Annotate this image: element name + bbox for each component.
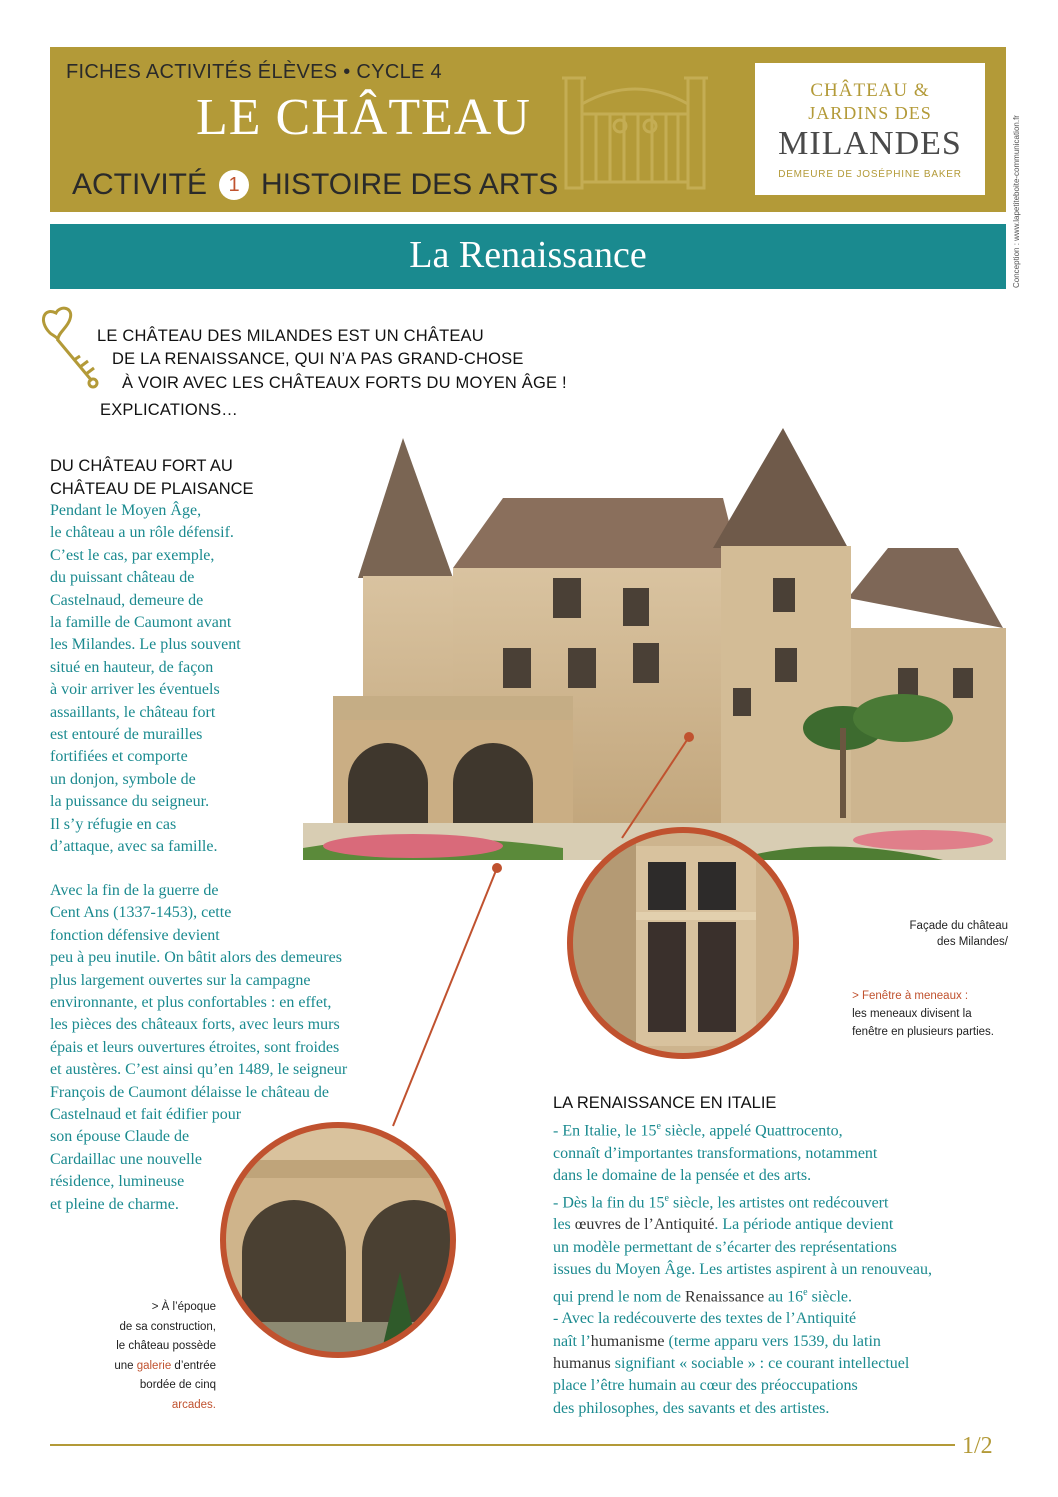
text-line: Castelnaud, demeure de: [50, 591, 204, 609]
page-number: 1/2: [962, 1433, 993, 1459]
mullioned-window-photo: [566, 826, 800, 1060]
text-line: son épouse Claude de: [50, 1128, 190, 1146]
superscript: e: [664, 1192, 669, 1204]
caption-line: fenêtre en plusieurs parties.: [852, 1026, 994, 1038]
text-line: plus largement ouvertes sur la campagne: [50, 971, 311, 989]
activity-number-badge: 1: [219, 170, 249, 200]
text-line: Pendant le Moyen Âge,: [50, 502, 202, 519]
keyword: œuvres de l’Antiquité: [574, 1216, 715, 1234]
intro-line: EXPLICATIONS…: [100, 401, 238, 419]
castle-facade-photo: [303, 428, 1006, 860]
text-fragment: les: [553, 1216, 575, 1234]
caption-keyword: arcades.: [171, 1398, 216, 1411]
caption-line: des Milandes/: [937, 936, 1008, 948]
window-caption: [852, 987, 994, 1041]
text-line: à voir arriver les éventuels: [50, 681, 220, 699]
text-fragment: au 16: [764, 1287, 804, 1305]
keyword: humanus: [553, 1355, 611, 1373]
text-line: du puissant château de: [50, 569, 195, 587]
caption-title: > Fenêtre à meneaux :: [852, 990, 969, 1002]
text-fragment: . La période antique devient: [714, 1216, 894, 1234]
text-line: les pièces des châteaux forts, avec leurs murs: [50, 1016, 340, 1034]
text-line: [553, 1331, 932, 1353]
text-line: François de Caumont délaisse le château de: [50, 1083, 330, 1101]
text-line: un modèle permettant de s’écarter des représentations: [553, 1238, 897, 1256]
text-line: [553, 1282, 932, 1309]
text-line: assaillants, le château fort: [50, 703, 216, 721]
text-line: [553, 1214, 932, 1236]
milandes-logo: [755, 63, 985, 195]
text-line: un donjon, symbole de: [50, 770, 196, 788]
kicker-text: FICHES ACTIVITÉS ÉLÈVES • CYCLE 4: [66, 61, 442, 83]
text-line: [553, 1116, 932, 1143]
text-line: fortifiées et comporte: [50, 748, 188, 766]
section2-heading: LA RENAISSANCE EN ITALIE: [553, 1094, 777, 1112]
caption-line: [114, 1357, 216, 1377]
gate-illustration: [560, 64, 710, 192]
text-fragment: signifiant « sociable » : ce courant intellectuel: [610, 1355, 910, 1373]
text-fragment: (terme apparu vers 1539, du latin: [664, 1332, 881, 1350]
page-title: LE CHÂTEAU: [196, 89, 531, 146]
intro-line: À VOIR AVEC LES CHÂTEAUX FORTS DU MOYEN ÂGE !: [122, 374, 567, 392]
text-line: situé en hauteur, de façon: [50, 658, 214, 676]
intro-line: DE LA RENAISSANCE, QUI N’A PAS GRAND-CHOSE: [112, 350, 524, 368]
caption-line: > À l’époque: [151, 1301, 216, 1313]
text-line: [553, 1188, 932, 1215]
text-line: Castelnaud et fait édifier pour: [50, 1106, 242, 1124]
caption-line: le château possède: [116, 1340, 216, 1352]
keyword: Renaissance: [684, 1287, 765, 1305]
text-line: des philosophes, des savants et des artistes.: [553, 1399, 830, 1417]
caption-keyword: galerie: [136, 1359, 172, 1372]
caption-line: les meneaux divisent la: [852, 1008, 972, 1020]
section1-para2: [50, 880, 347, 1216]
text-line: résidence, lumineuse: [50, 1173, 185, 1191]
section1-para1: [50, 500, 241, 859]
design-credit: [1010, 48, 1022, 293]
text-line: dans le domaine de la pensée et des arts.: [553, 1167, 812, 1185]
text-line: [553, 1353, 932, 1375]
text-fragment: - En Italie, le 15: [553, 1122, 657, 1140]
text-line: connaît d’importantes transformations, notamment: [553, 1144, 878, 1162]
text-line: Cent Ans (1337-1453), cette: [50, 904, 232, 922]
section2-body: [553, 1116, 932, 1420]
gallery-caption: [114, 1298, 216, 1415]
text-line: épais et leurs ouvertures étroites, sont froides: [50, 1038, 340, 1056]
text-line: le château a un rôle défensif.: [50, 524, 234, 542]
keyword: humanisme: [590, 1332, 665, 1350]
text-line: fonction défensive devient: [50, 926, 220, 944]
text-line: et austères. C’est ainsi qu’en 1489, le seigneur: [50, 1061, 348, 1079]
caption-line: Façade du château: [909, 920, 1008, 932]
text-line: la puissance du seigneur.: [50, 793, 210, 811]
caption-line: bordée de cinq: [139, 1379, 216, 1391]
text-line: place l’être humain au cœur des préoccupations: [553, 1377, 858, 1395]
activity-label: ACTIVITÉ: [72, 168, 208, 201]
text-line: d’attaque, avec sa famille.: [50, 838, 218, 856]
logo-line-2: JARDINS DES: [808, 103, 932, 123]
text-line: peu à peu inutile. On bâtit alors des demeures: [50, 949, 342, 967]
page-subtitle: La Renaissance: [409, 234, 647, 276]
superscript: e: [656, 1121, 661, 1132]
superscript: e: [803, 1286, 808, 1298]
text-fragment: siècle, appelé Quattrocento,: [660, 1122, 843, 1140]
text-line: issues du Moyen Âge. Les artistes aspirent à un renouveau,: [553, 1261, 933, 1279]
activity-row: [72, 168, 558, 202]
section1-heading-line: DU CHÂTEAU FORT AU: [50, 457, 233, 475]
facade-caption: [910, 918, 1008, 950]
logo-line-3: MILANDES: [778, 125, 962, 162]
text-line: la famille de Caumont avant: [50, 614, 232, 632]
text-fragment: siècle.: [807, 1287, 853, 1305]
text-line: environnante, et plus confortables : en effet,: [50, 994, 332, 1012]
intro-line: LE CHÂTEAU DES MILANDES EST UN CHÂTEAU: [97, 327, 484, 345]
key-icon: [30, 303, 110, 393]
text-fragment: qui prend le nom de: [553, 1287, 685, 1305]
text-line: est entouré de murailles: [50, 726, 203, 744]
text-line: C’est le cas, par exemple,: [50, 546, 215, 564]
design-credit-text: Conception : www.lapetiteboite-communication.fr: [1012, 115, 1021, 288]
logo-line-1: CHÂTEAU &: [810, 80, 930, 101]
section1-heading-line: CHÂTEAU DE PLAISANCE: [50, 480, 254, 498]
text-line: les Milandes. Le plus souvent: [50, 636, 241, 654]
text-line: et pleine de charme.: [50, 1195, 179, 1213]
activity-topic: HISTOIRE DES ARTS: [261, 168, 559, 201]
text-fragment: - Dès la fin du 15: [553, 1193, 665, 1211]
caption-fragment: d’entrée: [171, 1359, 216, 1372]
logo-line-4: DEMEURE DE JOSÉPHINE BAKER: [778, 169, 962, 180]
text-line: Il s’y réfugie en cas: [50, 815, 177, 833]
text-line: Cardaillac une nouvelle: [50, 1150, 202, 1168]
footer-rule: [50, 1444, 955, 1446]
caption-line: de sa construction,: [119, 1320, 216, 1333]
caption-fragment: une: [114, 1359, 137, 1372]
text-line: Avec la fin de la guerre de: [50, 882, 219, 899]
text-fragment: naît l’: [553, 1332, 591, 1350]
text-line: - Avec la redécouverte des textes de l’Antiquité: [553, 1310, 857, 1328]
text-fragment: siècle, les artistes ont redécouvert: [668, 1193, 889, 1211]
